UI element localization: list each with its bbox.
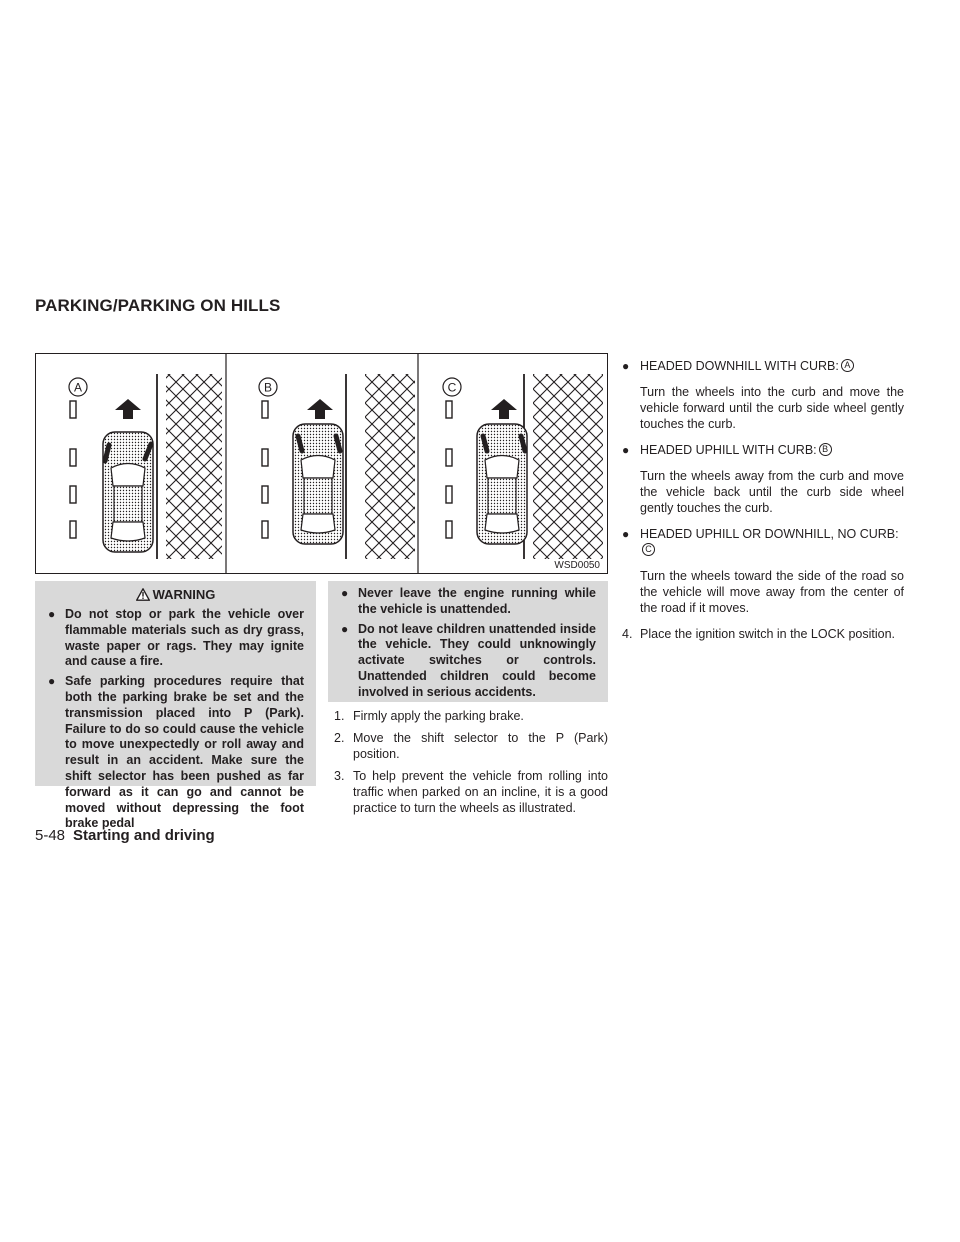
case-heading-text: HEADED DOWNHILL WITH CURB:	[640, 359, 839, 373]
step-4	[622, 626, 904, 642]
panel-a-label: A	[73, 380, 83, 395]
step-number: 1.	[334, 709, 345, 723]
case-body-a: Turn the wheels into the curb and move the vehicle forward until the curb side wheel gently touches the curb.	[640, 385, 904, 431]
bullet: ●	[622, 527, 630, 541]
panel-b-label: B	[263, 380, 273, 395]
case-heading-text: HEADED UPHILL WITH CURB:	[640, 443, 817, 457]
case-body-b: Turn the wheels away from the curb and move the vehicle back until the curb side wheel gently touches the curb.	[640, 469, 904, 515]
bullet: ●	[341, 586, 349, 600]
bullet: ●	[622, 443, 630, 457]
warning-text: Do not leave children unattended inside the vehicle. They could unknowingly activate switches or controls. Unattended children could become involved in serious accidents.	[358, 621, 596, 699]
step-number: 4.	[622, 627, 633, 641]
bullet: ●	[48, 607, 56, 621]
step-number: 2.	[334, 731, 345, 745]
warning-item	[47, 674, 304, 832]
step-3	[328, 768, 608, 816]
step-text: To help prevent the vehicle from rolling into traffic when parked on an incline, it is a good practice to turn the wheels as illustrated.	[353, 769, 608, 815]
parking-illustration	[35, 353, 608, 574]
step-number: 3.	[334, 769, 345, 783]
warning-box-continued	[328, 581, 608, 702]
warning-item	[340, 622, 596, 701]
page-number: 5-48	[35, 827, 66, 844]
warning-text: Safe parking procedures require that both the parking brake be set and the transmission placed into P (Park). Failure to do so could cause the vehicle to move unexpectedly or roll away and result in an accident. Make sure the shift selector has been pushed as far forward as it can go and cannot be moved without depressing the foot brake pedal	[65, 674, 304, 831]
case-body-c: Turn the wheels toward the side of the road so the vehicle will move away from the center of the road if it moves.	[640, 569, 904, 615]
figure-code: WSD0050	[554, 560, 600, 571]
warning-triangle-icon	[136, 588, 150, 601]
chapter-name: Starting and driving	[73, 827, 215, 844]
step-text: Place the ignition switch in the LOCK position.	[640, 627, 895, 641]
case-heading-c	[622, 526, 904, 558]
ref-a-icon: A	[841, 359, 854, 372]
warning-heading	[35, 581, 316, 607]
ref-c-icon: C	[642, 543, 655, 556]
panel-b	[259, 374, 415, 559]
bullet: ●	[622, 359, 630, 373]
warning-item	[340, 586, 596, 618]
case-heading-text: HEADED UPHILL OR DOWNHILL, NO CURB:	[640, 527, 899, 541]
case-heading-a	[622, 358, 904, 374]
panel-c-label: C	[447, 380, 457, 395]
case-heading-b	[622, 442, 904, 458]
warning-item	[47, 607, 304, 670]
warning-text: Never leave the engine running while the vehicle is unattended.	[358, 586, 596, 616]
panel-c	[443, 374, 603, 559]
ref-b-icon: B	[819, 443, 832, 456]
step-text: Move the shift selector to the P (Park) position.	[353, 731, 608, 761]
step-1	[328, 708, 608, 724]
step-2	[328, 730, 608, 762]
panel-a	[69, 374, 222, 559]
step-text: Firmly apply the parking brake.	[353, 709, 524, 723]
warning-text: Do not stop or park the vehicle over flammable materials such as dry grass, waste paper or rags. They may ignite and cause a fire.	[65, 607, 304, 669]
procedure-steps	[328, 708, 608, 822]
wheel-positions	[622, 358, 904, 642]
bullet: ●	[341, 621, 349, 636]
bullet: ●	[48, 674, 56, 689]
parking-diagram	[36, 354, 607, 573]
section-title: PARKING/PARKING ON HILLS	[35, 296, 281, 315]
warning-box	[35, 581, 316, 831]
warning-title: WARNING	[152, 586, 216, 602]
page-footer	[35, 827, 215, 844]
